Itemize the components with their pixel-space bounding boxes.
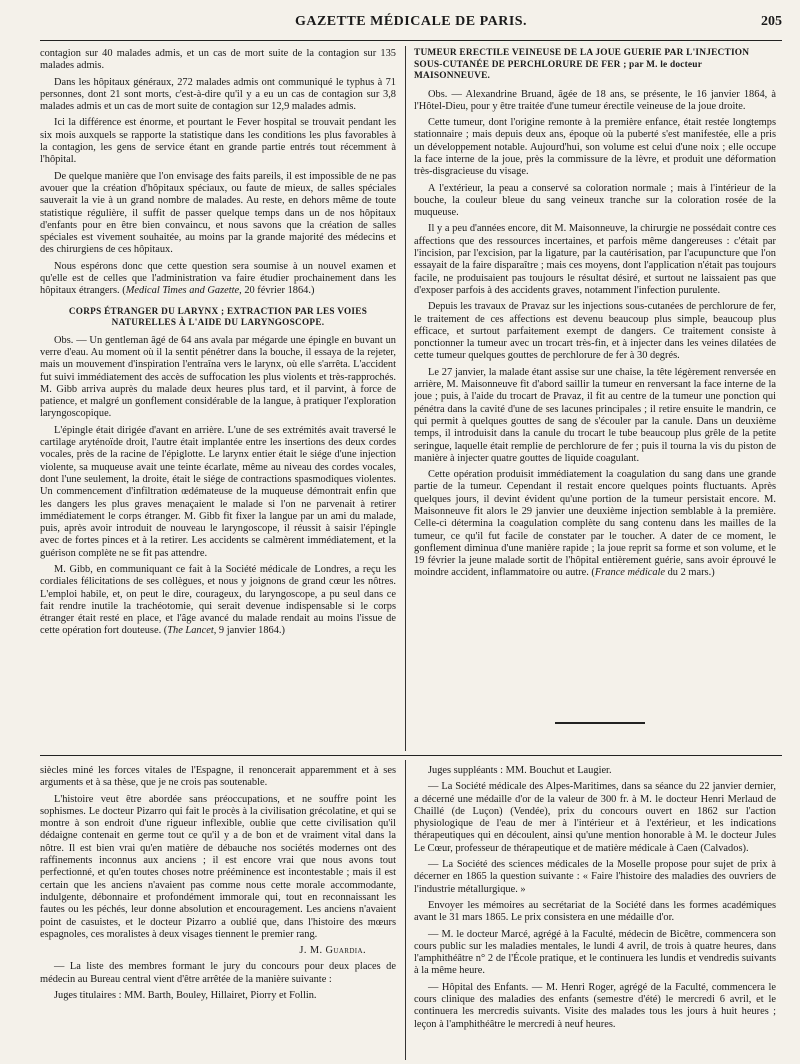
paragraph <box>414 469 776 580</box>
paragraph: A l'extérieur, la peau a conservé sa coloration normale ; mais à l'intérieur de la bouche, la couleur bleue du sang veineux tranche sur la coloration rosée de la muqueuse. <box>414 182 776 219</box>
paragraph-text: M. Gibb, en communiquant ce fait à la Société médicale de Londres, a reçu les cordiales félicitations de ses collègues, et nous y joignons de grand cœur les nôtres. L'emploi habile, et, on peut le dire, courageux, du laryngoscope, a pu seul dans ce fait rendre inutile la trachéotomie, qui serait devenue indispensable si le corps étranger était resté en place, et l'âge avancé du malade rendait au moins l'issue de cette opération fort douteuse. ( <box>40 563 396 637</box>
paragraph: Envoyer les mémoires au secrétariat de la Société dans les formes académiques avant le 31 mars 1865. Le prix consistera en une médaille d'or. <box>414 899 776 924</box>
header-rule <box>40 40 782 41</box>
running-title: GAZETTE MÉDICALE DE PARIS. <box>294 14 528 29</box>
paragraph: Le 27 janvier, la malade étant assise sur une chaise, la tête légèrement renversée en arrière, M. Maisonneuve fit d'abord saillir la tumeur en renversant la face interne de la joue ; puis, à l'aide du trocart de Pravaz, il fit au centre de la tumeur une ponction qui pénétra dans la cavité d'une de ses lacunes principales ; il retire ensuite le mandrin, ce qui permit à quelques gouttes de sang de s'écouler par la canule. Dans un deuxième temps, il introduisit dans la canule du trocart le tube beaucoup plus grêle de la petite seringue, laquelle était remplie de perchlorure de fer ; puis il tourna la vis du piston de manière à injecter quatre gouttes de liquide coagulant. <box>414 366 776 464</box>
paragraph: — La Société des sciences médicales de la Moselle propose pour sujet de prix à décerner en 1865 la question suivante : « Faire l'histoire des maladies des ouvriers de l'industrie métallurgique. » <box>414 859 776 895</box>
column-left-bottom <box>40 765 396 1059</box>
paragraph: — La liste des membres formant le jury du concours pour deux places de médecin au Bureau central vient d'être arrêtée de la manière suivante : <box>40 961 396 985</box>
paragraph: Dans les hôpitaux généraux, 272 malades admis ont communiqué le typhus à 71 personnes, dont 21 sont morts, c'est-à-dire qu'il y a eu un cas de contagion sur 3,8 malades admis et un cas de mort suite de contagion sur 12,9 malades admis. <box>40 76 396 113</box>
section-title-tumeur: TUMEUR ÉRECTILE VEINEUSE DE LA JOUE GUÉRIE PAR L'INJECTION SOUS-CUTANÉE DE PERCHLORURE DE FER ; par M. le docteur MAISONNEUVE. <box>414 48 750 81</box>
paragraph <box>40 564 396 638</box>
paragraph: Ici la différence est énorme, et pourtant le Fever hospital se trouvait pendant les six mois auxquels se rapporte la statistique dans les conditions les plus favorables à la contagion, les gens de service étant en grande partie entrés tout récemment à l'hôpital. <box>40 117 396 166</box>
paragraph: Il y a peu d'années encore, dit M. Maisonneuve, la chirurgie ne possédait contre ces affections que des ressources incertaines, et parfois même dangereuses : c'était par l'incision, par l'excision, par la ligature, par la cautérisation, par l'acupuncture que l'on essayait de la faire disparaître ; mais ces moyens, dont l'application n'était pas toujours facile, ne produisaient pas toujours le résultat désiré, et surtout ne laissaient pas que d'exposer parfois à des accidents graves, notamment l'infection purulente. <box>414 223 776 296</box>
paragraph: Depuis les travaux de Pravaz sur les injections sous-cutanées de perchlorure de fer, le traitement de ces affections est devenu beaucoup plus simple, beaucoup plus efficace, et surtout parfaitement exempt de dangers. Ce traitement consiste à ponctionner la tumeur avec un trocart très-fin, et à injecter dans les veines dilatées de cette tumeur quelques gouttes de perchlorure de fer à 30 degrés. <box>414 301 776 362</box>
paragraph: Cette tumeur, dont l'origine remonte à la première enfance, était restée longtemps stationnaire ; mais depuis deux ans, époque où la puberté s'est manifestée, elle a pris un développement notable. Aujourd'hui, son volume est celui d'une noix ; elle occupe la face interne de la joue, près la commissure de la lèvre, et produit une déformation très-disgracieuse du visage. <box>414 117 776 178</box>
paragraph: Obs. — Un gentleman âgé de 64 ans avala par mégarde une épingle en buvant un verre d'eau. Au moment où il la sentit pénétrer dans la bouche, il essaya de la rejeter, mais un mouvement d'inspiration l'entraîna vers le larynx, où elle s'arrêta. L'accident fut suivi immédiatement des accès de suffocation les plus violents et très-rapprochés. M. Gibb arriva auprès du malade deux heures plus tard, et il parvint, à force de patience, et malgré un gonflement considérable de la langue, à pratiquer l'exploration laryngoscopique. <box>40 334 396 420</box>
column-divider-bottom <box>405 760 406 1060</box>
column-right-bottom <box>414 765 776 1059</box>
page-number: 205 <box>761 14 782 29</box>
paragraph: — Hôpital des Enfants. — M. Henri Roger, agrégé de la Faculté, commencera le cours clinique des maladies des enfants (semestre d'été) le mercredi 6 avril, et le continuera les mercredis suivants. Visite des malades tous les jours à huit heures ; leçon à l'amphithéâtre le mercredi à neuf heures. <box>414 981 776 1030</box>
page-header <box>40 14 782 36</box>
paragraph-text: Nous espérons donc que cette question sera soumise à un nouvel examen et qu'elle est de celles que l'administration va faire étudier prochainement dans les hôpitaux étrangers. ( <box>40 260 396 297</box>
paragraph: siècles miné les forces vitales de l'Espagne, il renoncerait apparemment et à ses arguments et à sa thèse, que je ne crois pas soutenable. <box>40 765 396 789</box>
column-divider-top <box>405 46 406 751</box>
citation-date: , 9 janvier 1864.) <box>213 625 285 637</box>
paragraph: L'épingle était dirigée d'avant en arrière. L'une de ses extrémités avait traversé le cartilage aryténoïde droit, l'autre était implantée entre les insertions des deux cordes vocales, près de la racine de l'épiglotte. Le larynx entier était le siége d'une injection violente, sa muqueuse avait une teinte écarlate, même au niveau des cordes vocales, dont l'une seulement, la droite, était le siége de contractions spasmodiques violentes. Un commencement d'infiltration œdémateuse de la muqueuse démontrait enfin que les dangers les plus graves menaçaient le malade si l'on ne parvenait à retirer immédiatement le corps étranger. M. Gibb fit fixer la langue par un ami du malade, puis, après avoir introduit de nouveau le laryngoscope, il réussit à saisir l'épingle avec de fortes pinces et à la retirer. Les accidents se calmèrent immédiatement, et la guérison complète ne se fit pas attendre. <box>40 424 396 559</box>
section-title-larynx: CORPS ÉTRANGER DU LARYNX ; EXTRACTION PAR LES VOIES NATURELLES À L'AIDE DU LARYNGOSCOPE. <box>68 305 368 328</box>
column-right-top <box>414 48 776 720</box>
paragraph: contagion sur 40 malades admis, et un cas de mort suite de la contagion sur 135 malades admis. <box>40 48 396 72</box>
paragraph: — M. le docteur Marcé, agrégé à la Faculté, médecin de Bicêtre, commencera son cours public sur les maladies mentales, le lundi 4 avril, de trois à quatre heures, dans l'amphithéâtre n° 2 de l'École pratique, et le continuera les lundis et vendredis suivants à la même heure. <box>414 928 776 977</box>
paragraph: — La Société médicale des Alpes-Maritimes, dans sa séance du 22 janvier dernier, a décerné une médaille d'or de la valeur de 300 fr. à M. le docteur Henri Merlaud de Chaillé (de Luçon) (Vendée), prix du concours ouvert en 1862 sur l'action physiologique de l'eau de mer à l'intérieur et à l'extérieur, et les indications thérapeutiques qui en découlent, ainsi qu'une mention honorable à M. le docteur Jules Le Cœur, professeur de thérapeutique et de matière médicale à Caen (Calvados). <box>414 781 776 854</box>
paragraph-text: Cette opération produisit immédiatement la coagulation du sang dans une grande partie de la tumeur. Cependant il restait encore quelques points fluctuants. Après quelques jours, il devint évident qu'une portion de la tumeur persistait encore. M. Maisonneuve fit alors le 29 janvier une deuxième injection semblable à la première. Celle-ci détermina la coagulation complète du sang contenu dans les mailles de la tumeur, ce qu'il fut facile de constater par le toucher. A dater de ce moment, le gonflement diminua d'une manière rapide ; la joue reprit sa forme et son volume, et le 19 février la jeune malade sortit de l'hôpital entièrement guérie, sans avoir éprouvé le moindre accident, inflammatoire ou autre. ( <box>414 469 776 579</box>
article-end-rule <box>555 722 645 724</box>
citation-source: The Lancet <box>167 625 214 637</box>
column-left-top <box>40 48 396 748</box>
section-divider-rule <box>40 755 782 756</box>
paragraph: L'histoire veut être abordée sans préoccupations, et ne souffre point les sophismes. Le docteur Pizarro qui fait le procès à la civilisation grécolatine, et qui se montre à son endroit d'une rigueur inflexible, oublie que cette civilisation qu'il dédaigne contenait en germe tout ce qu'il y a de bon et de vraiment vital dans la nôtre. Il est bien vrai qu'en matière de débauche nos sociétés modernes ont des raffinements inconnus aux anciens ; il est encore vrai que nous avons tout perfectionné, et qu'en toutes choses notre prééminence est incontestable ; mais il est certain que les anciens n'avaient pas comme nous cette morale accommodante, indulgente, débonnaire et profondément immorale qui, tout en reconnaissant les fautes ou les péchés, leur donne absolution et encouragement. Les anciens n'avaient point de casuistes, et le docteur Pizarro a oublié que, dans l'histoire des mœurs espagnoles, ces moralistes à deux visages tiennent le premier rang. <box>40 793 396 940</box>
paragraph: De quelque manière que l'on envisage des faits pareils, il est impossible de ne pas avouer que la création d'hôpitaux spéciaux, ou faute de mieux, de salles spéciales sauverait la vie à un grand nombre de malades. Au reste, en dehors même de toute statistique régulière, il suffit de passer quelque temps dans un de nos hôpitaux d'enfants pour en être bien convaincu, et nous savons que la création de salles spéciales est vivement souhaitée, au moins par la grande majorité des médecins et des chirurgiens de ces hôpitaux. <box>40 170 396 256</box>
citation-source: France médicale <box>594 567 666 579</box>
citation-date: du 2 mars.) <box>665 567 715 579</box>
paragraph: Juges titulaires : MM. Barth, Bouley, Hillairet, Piorry et Follin. <box>54 990 317 1002</box>
author-signature: J. M. Guardia. <box>299 945 366 957</box>
citation-source: Medical Times and Gazette <box>125 285 240 297</box>
paragraph <box>40 261 396 298</box>
citation-date: , 20 février 1864.) <box>239 285 315 297</box>
paragraph: Obs. — Alexandrine Bruand, âgée de 18 ans, se présente, le 16 janvier 1864, à l'Hôtel-Dieu, pour y être traitée d'une tumeur érectile veineuse de la joue droite. <box>414 88 776 112</box>
paragraph: Juges suppléants : MM. Bouchut et Laugier. <box>428 765 612 776</box>
